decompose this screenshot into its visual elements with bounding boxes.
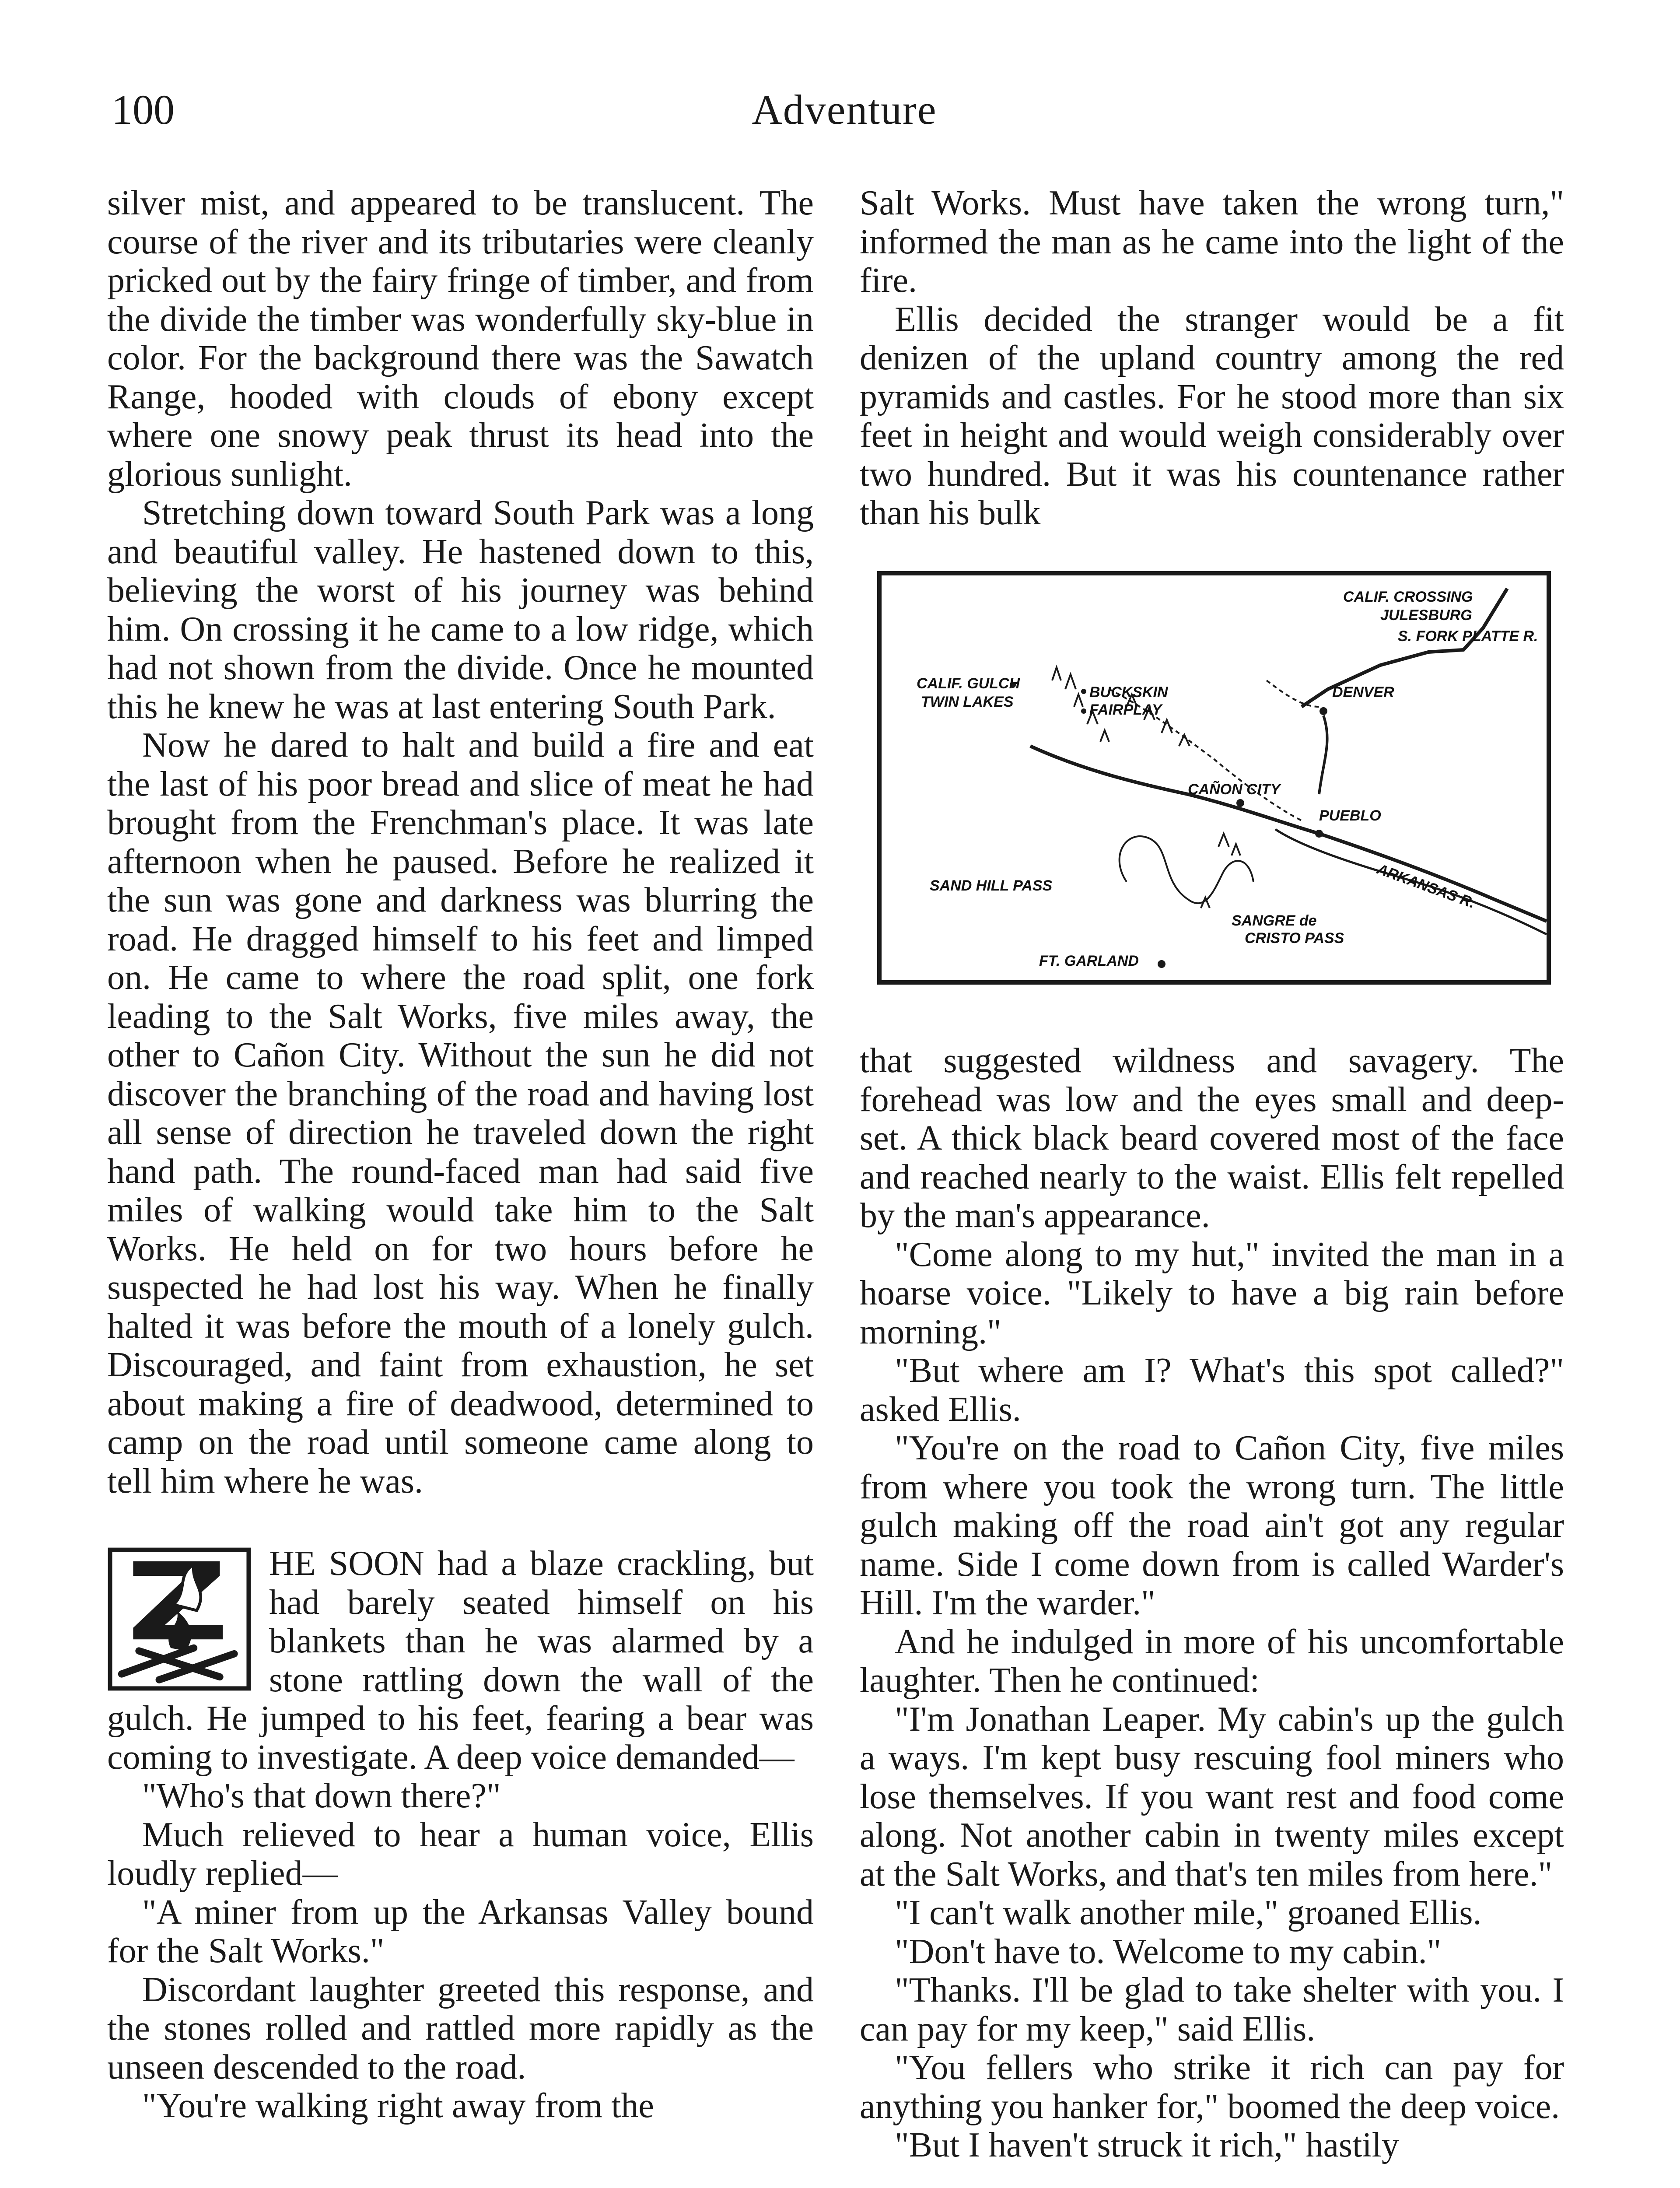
map-label: CAÑON CITY [1188,781,1281,798]
colorado-map-illustration [882,575,1547,980]
paragraph: "But I haven't struck it rich," hastily [895,2126,1399,2164]
paragraph: And he indulged in more of his uncomfortable laughter. Then he continued: [860,1622,1564,1700]
map-label: PUEBLO [1319,807,1381,824]
map-label: ARKANSAS R. [1375,860,1478,912]
paragraph: Salt Works. Must have taken the wrong turn," informed the man as he came into the light of the fire. [860,184,1564,300]
paragraph: Stretching down toward South Park was a long and beautiful valley. He hastened down to this, believing the worst of his journey was behind him. On crossing it he came to a low ridge, which had not shown from the divide. Once he mounted this he knew he was at last entering South Park. [107,494,814,726]
paragraph: Now he dared to halt and build a fire and eat the last of his poor bread and slice of meat he had brought from the Frenchman's place. It was late afternoon when he paused. Before he realized it the sun was gone and darkness was blurring the road. He dragged himself to his feet and limped on. He came to where the road split, one fork leading to the Salt Works, five miles away, the other to Cañon City. Without the sun he did not discover the branching of the road and having lost all sense of direction he traveled down the right hand path. The round-faced man had said five miles of walking would take him to the Salt Works. He held on for two hours before he suspected he had lost his way. When he finally halted it was before the mouth of a lonely gulch. Discouraged, and faint from exhaustion, he set about making a fire of deadwood, determined to camp on the road until someone came along to tell him where he was. [107,726,814,1501]
map-label: TWIN LAKES [921,694,1014,710]
paragraph: HE SOON had a blaze crackling, but had barely seated himself on his blankets than he was alarmed by a stone rattling down the wall of the gulch. He jumped to his feet, fearing a bear was coming to investigate. A deep voice demanded— [107,1544,814,1777]
page-header [112,85,1577,147]
map-label: SANGRE de [1232,912,1317,929]
paragraph: "Who's that down there?" [142,1777,501,1815]
drop-cap-illustration [107,1547,252,1691]
map-label: CRISTO PASS [1245,930,1344,947]
map-label: DENVER [1332,684,1394,701]
map-label: BUCKSKIN [1089,684,1168,701]
paragraph: "I'm Jonathan Leaper. My cabin's up the gulch a ways. I'm kept busy rescuing fool miners who lose themselves. If you want rest and food come along. Not another cabin in twenty miles except at the Salt Works, and that's ten miles from here." [860,1700,1564,1893]
running-title: Adventure [752,86,937,133]
paragraph: "A miner from up the Arkansas Valley bound for the Salt Works." [107,1893,814,1970]
drop-cap-fire-icon [107,1547,252,1691]
paragraph: "You're walking right away from the [142,2086,654,2125]
paragraph: "But where am I? What's this spot called?" asked Ellis. [860,1351,1564,1429]
right-column-bottom [860,1041,1564,2165]
right-column-top [860,184,1564,533]
page-number: 100 [112,86,175,133]
map-label: FT. GARLAND [1039,953,1139,969]
section-start [107,1544,814,1777]
map-label: S. FORK PLATTE R. [1398,628,1538,645]
paragraph: "Come along to my hut," invited the man in a hoarse voice. "Likely to have a big rain before morning." [860,1235,1564,1351]
map-label: SAND HILL PASS [930,877,1053,894]
paragraph: "You're on the road to Cañon City, five miles from where you took the wrong turn. The little gulch making off the road ain't got any regular name. Side I come down from is called Warder's Hill. I'm the warder." [860,1429,1564,1622]
paragraph: "Don't have to. Welcome to my cabin." [895,1932,1442,1971]
route-map [877,571,1551,985]
left-column [107,184,814,2125]
paragraph: Discordant laughter greeted this response, and the stones rolled and rattled more rapidly as the unseen descended to the road. [107,1970,814,2086]
paragraph: that suggested wildness and savagery. The forehead was low and the eyes small and deep-set. A thick black beard covered most of the face and reached nearly to the waist. Ellis felt repelled by the man's appearance. [860,1041,1564,1235]
map-label: CALIF. GULCH [917,675,1020,692]
paragraph: "You fellers who strike it rich can pay for anything you hanker for," boomed the deep voice. [860,2048,1564,2126]
paragraph: Ellis decided the stranger would be a fit denizen of the upland country among the red pyramids and castles. For he stood more than six feet in height and would weigh considerably over two hundred. But it was his countenance rather than his bulk [860,300,1564,532]
paragraph: silver mist, and appeared to be translucent. The course of the river and its tributaries were cleanly pricked out by the fairy fringe of timber, and from the divide the timber was wonderfully sky-blue in color. For the background there was the Sawatch Range, hooded with clouds of ebony except where one snowy peak thrust its head into the glorious sunlight. [107,184,814,494]
map-label: FAIRPLAY [1089,701,1162,718]
paragraph: "I can't walk another mile," groaned Ellis. [895,1893,1482,1932]
paragraph: "Thanks. I'll be glad to take shelter with you. I can pay for my keep," said Ellis. [860,1971,1564,2048]
map-label: CALIF. CROSSING [1343,589,1473,605]
map-label: JULESBURG [1380,607,1472,624]
paragraph: Much relieved to hear a human voice, Ellis loudly replied— [107,1815,814,1893]
